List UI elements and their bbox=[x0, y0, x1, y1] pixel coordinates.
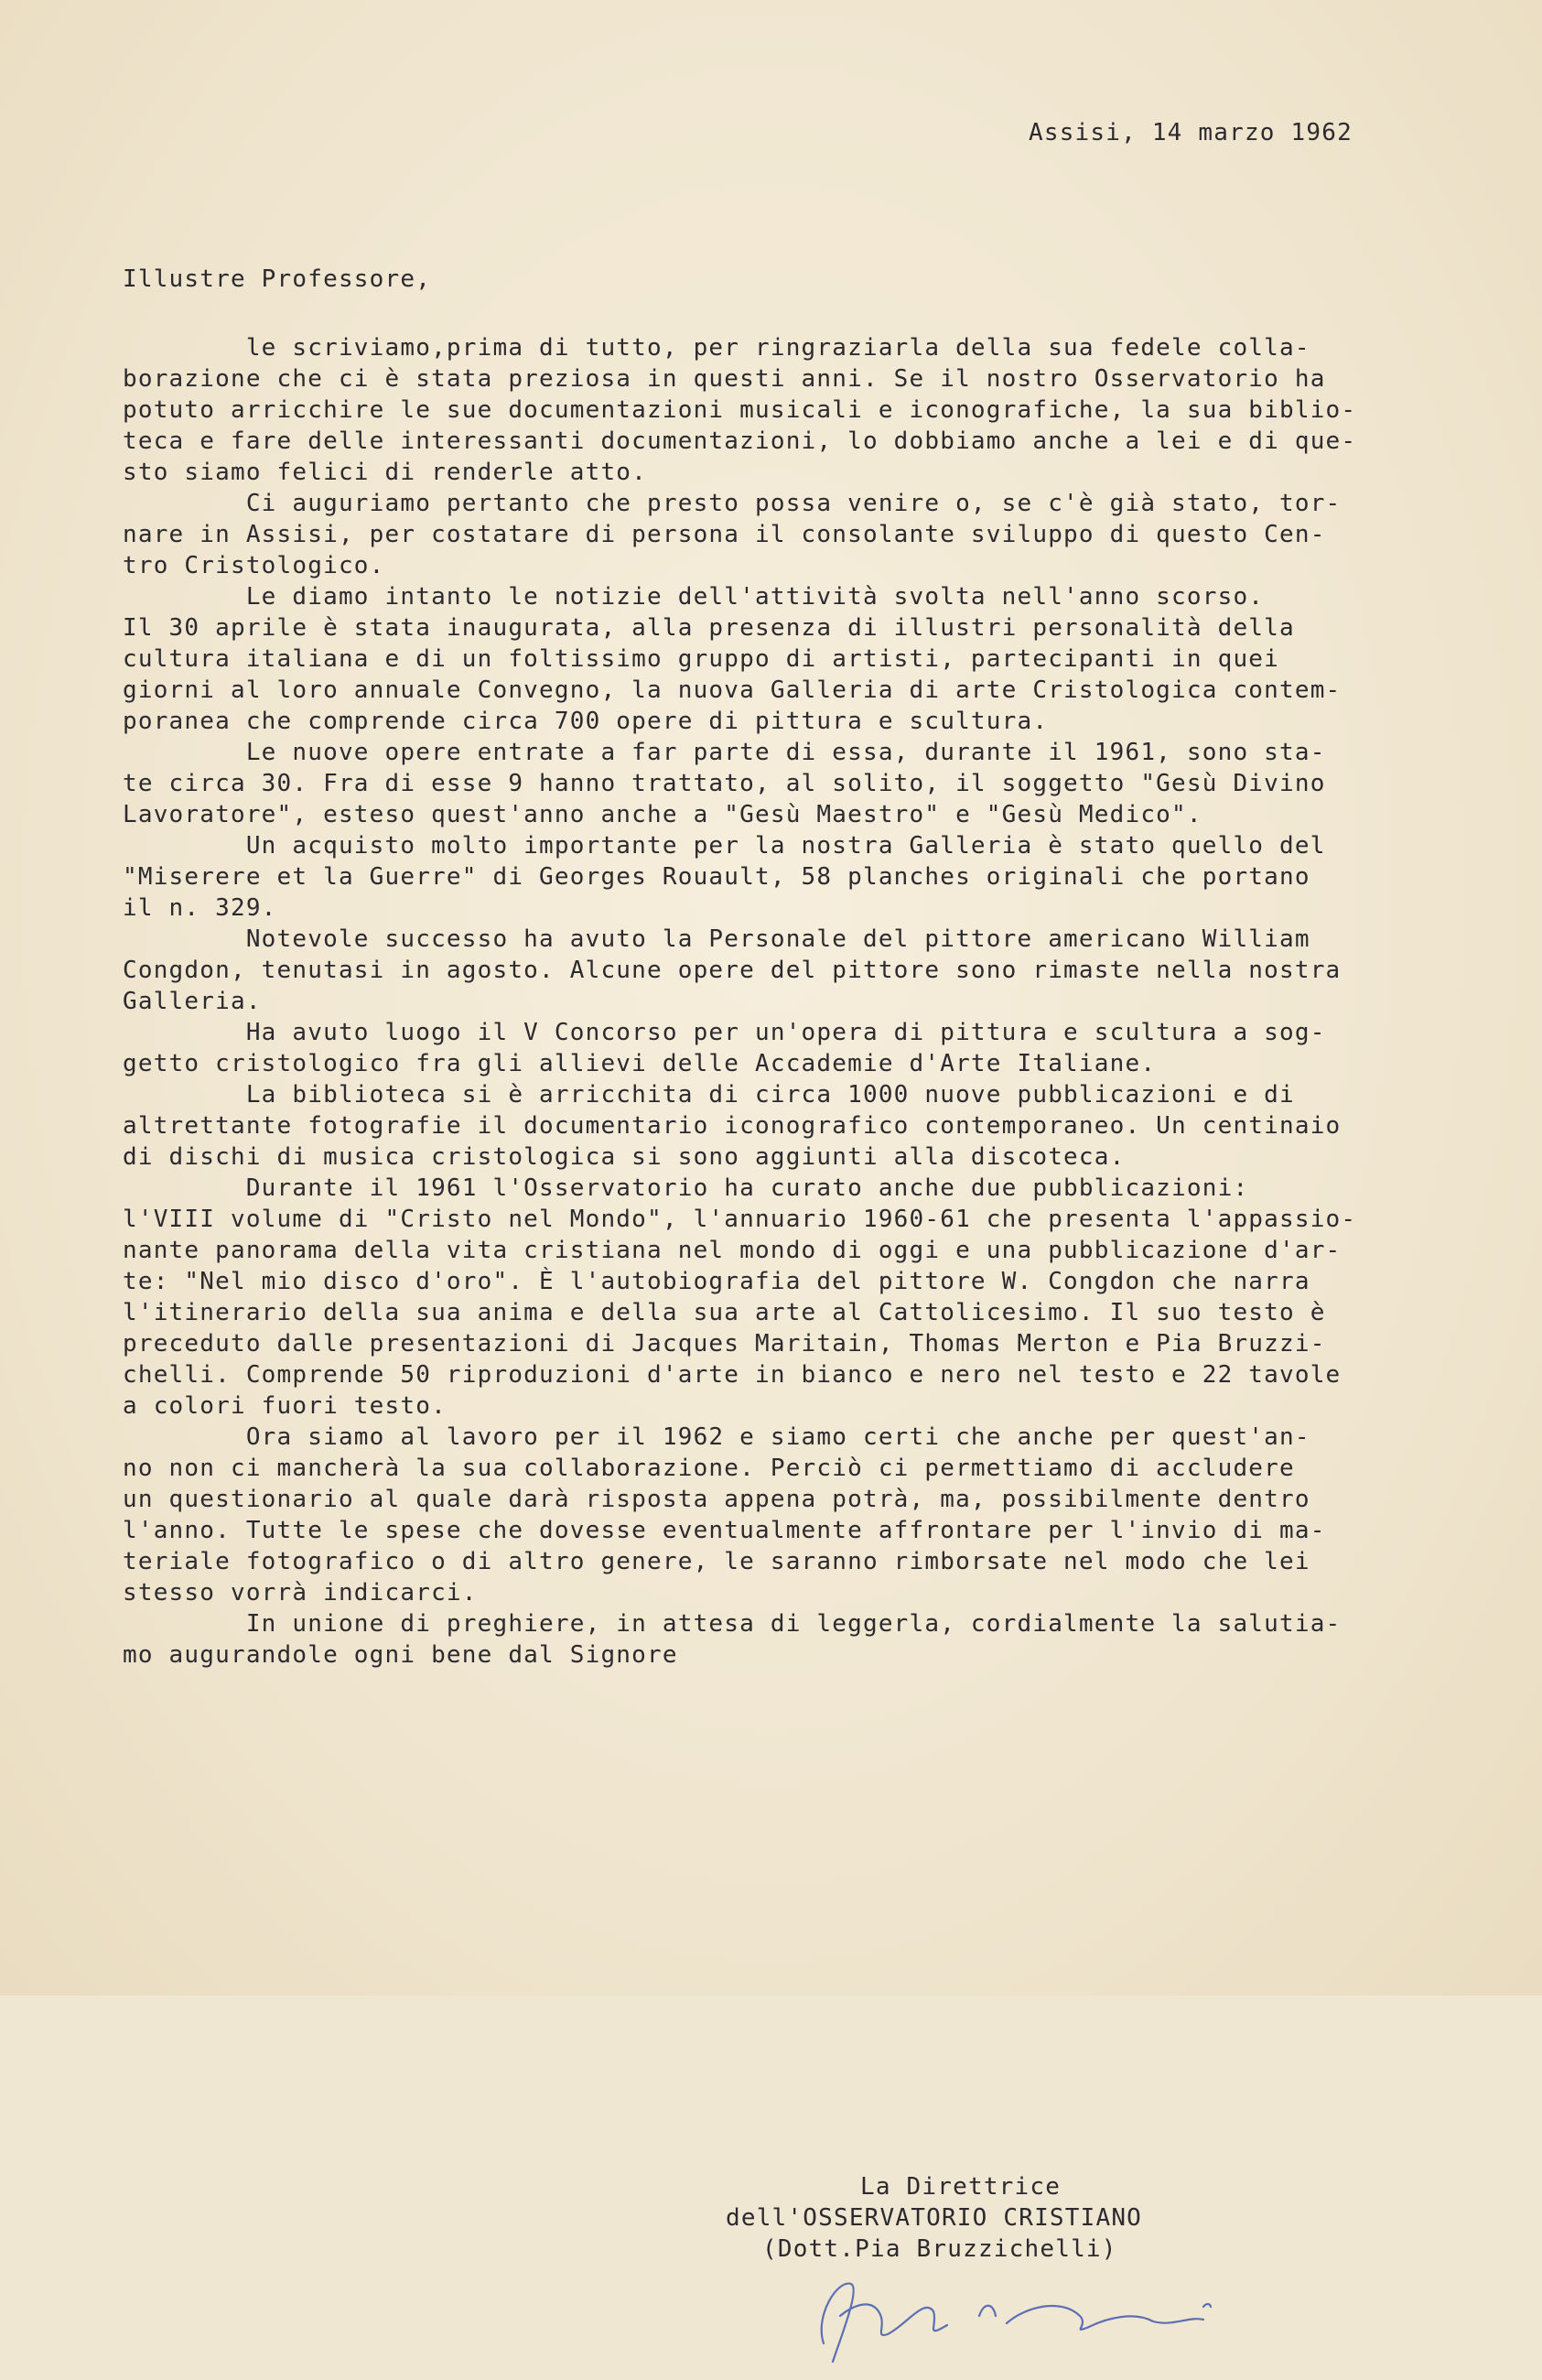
body-line: Ha avuto luogo il V Concorso per un'opera di pittura e scultura a sog- bbox=[123, 1019, 1326, 1046]
body-line: giorni al loro annuale Convegno, la nuova Galleria di arte Cristologica contem- bbox=[123, 676, 1342, 704]
body-line: mo augurandole ogni bene dal Signore bbox=[123, 1641, 678, 1669]
body-line: a colori fuori testo. bbox=[123, 1392, 447, 1420]
body-line: Notevole successo ha avuto la Personale del pittore americano William bbox=[123, 925, 1310, 953]
body-line: poranea che comprende circa 700 opere di pittura e scultura. bbox=[123, 708, 1049, 735]
body-line: Ci auguriamo pertanto che presto possa venire o, se c'è già stato, tor- bbox=[123, 490, 1342, 517]
body-line: Le nuove opere entrate a far parte di essa, durante il 1961, sono sta- bbox=[123, 739, 1326, 766]
body-line: preceduto dalle presentazioni di Jacques Maritain, Thomas Merton e Pia Bruzzi- bbox=[123, 1330, 1326, 1358]
letter-body bbox=[123, 332, 1356, 1671]
body-line: getto cristologico fra gli allievi delle Accademie d'Arte Italiane. bbox=[123, 1050, 1157, 1077]
body-line: nante panorama della vita cristiana nel mondo di oggi e una pubblicazione d'ar- bbox=[123, 1237, 1342, 1264]
signature-name: (Dott.Pia Bruzzichelli) bbox=[762, 2235, 1117, 2263]
body-line: Le diamo intanto le notizie dell'attività svolta nell'anno scorso. bbox=[123, 583, 1265, 611]
body-line: Il 30 aprile è stata inaugurata, alla presenza di illustri personalità della bbox=[123, 614, 1295, 642]
body-line: nare in Assisi, per costatare di persona il consolante sviluppo di questo Cen- bbox=[123, 521, 1326, 548]
body-line: Durante il 1961 l'Osservatorio ha curato anche due pubblicazioni: bbox=[123, 1174, 1249, 1202]
body-line: le scriviamo,prima di tutto, per ringraziarla della sua fedele colla- bbox=[123, 334, 1310, 362]
body-line: Galleria. bbox=[123, 988, 262, 1015]
body-line: In unione di preghiere, in attesa di leggerla, cordialmente la salutia- bbox=[123, 1610, 1342, 1638]
body-line: Congdon, tenutasi in agosto. Alcune opere del pittore sono rimaste nella nostra bbox=[123, 957, 1342, 984]
body-line: teca e fare delle interessanti documentazioni, lo dobbiamo anche a lei e di que- bbox=[123, 427, 1357, 455]
body-line: tro Cristologico. bbox=[123, 552, 385, 579]
signature-organization: dell'OSSERVATORIO CRISTIANO bbox=[726, 2204, 1143, 2232]
body-line: Lavoratore", esteso quest'anno anche a "Gesù Maestro" e "Gesù Medico". bbox=[123, 801, 1202, 828]
body-line: il n. 329. bbox=[123, 894, 277, 922]
body-line: sto siamo felici di renderle atto. bbox=[123, 459, 648, 486]
body-line: Un acquisto molto importante per la nostra Galleria è stato quello del bbox=[123, 832, 1326, 860]
signature-title: La Direttrice bbox=[860, 2173, 1062, 2201]
body-line: l'anno. Tutte le spese che dovesse eventualmente affrontare per l'invio di ma- bbox=[123, 1517, 1326, 1544]
body-line: potuto arricchire le sue documentazioni musicali e iconografiche, la sua biblio- bbox=[123, 396, 1357, 424]
body-line: te circa 30. Fra di esse 9 hanno trattato, al solito, il soggetto "Gesù Divino bbox=[123, 770, 1326, 797]
body-line: Ora siamo al lavoro per il 1962 e siamo certi che anche per quest'an- bbox=[123, 1423, 1310, 1451]
body-line: l'VIII volume di "Cristo nel Mondo", l'annuario 1960-61 che presenta l'appassio- bbox=[123, 1206, 1357, 1233]
body-line: La biblioteca si è arricchita di circa 1000 nuove pubblicazioni e di bbox=[123, 1081, 1295, 1109]
body-line: stesso vorrà indicarci. bbox=[123, 1579, 478, 1606]
letter-date: Assisi, 14 marzo 1962 bbox=[1029, 119, 1353, 146]
body-line: di dischi di musica cristologica si sono aggiunti alla discoteca. bbox=[123, 1143, 1126, 1171]
body-line: cultura italiana e di un foltissimo gruppo di artisti, partecipanti in quei bbox=[123, 645, 1279, 673]
letter-salutation: Illustre Professore, bbox=[123, 265, 432, 293]
body-line: no non ci mancherà la sua collaborazione. Perciò ci permettiamo di accludere bbox=[123, 1455, 1295, 1482]
handwritten-signature bbox=[787, 2261, 1226, 2380]
body-line: l'itinerario della sua anima e della sua arte al Cattolicesimo. Il suo testo è bbox=[123, 1299, 1326, 1326]
body-line: "Miserere et la Guerre" di Georges Rouault, 58 planches originali che portano bbox=[123, 863, 1310, 891]
body-line: borazione che ci è stata preziosa in questi anni. Se il nostro Osservatorio ha bbox=[123, 365, 1326, 393]
body-line: te: "Nel mio disco d'oro". È l'autobiografia del pittore W. Congdon che narra bbox=[123, 1268, 1310, 1295]
body-line: altrettante fotografie il documentario iconografico contemporaneo. Un centinaio bbox=[123, 1112, 1342, 1140]
body-line: un questionario al quale darà risposta appena potrà, ma, possibilmente dentro bbox=[123, 1486, 1310, 1513]
body-line: chelli. Comprende 50 riproduzioni d'arte in bianco e nero nel testo e 22 tavole bbox=[123, 1361, 1342, 1389]
body-line: teriale fotografico o di altro genere, le saranno rimborsate nel modo che lei bbox=[123, 1548, 1310, 1575]
